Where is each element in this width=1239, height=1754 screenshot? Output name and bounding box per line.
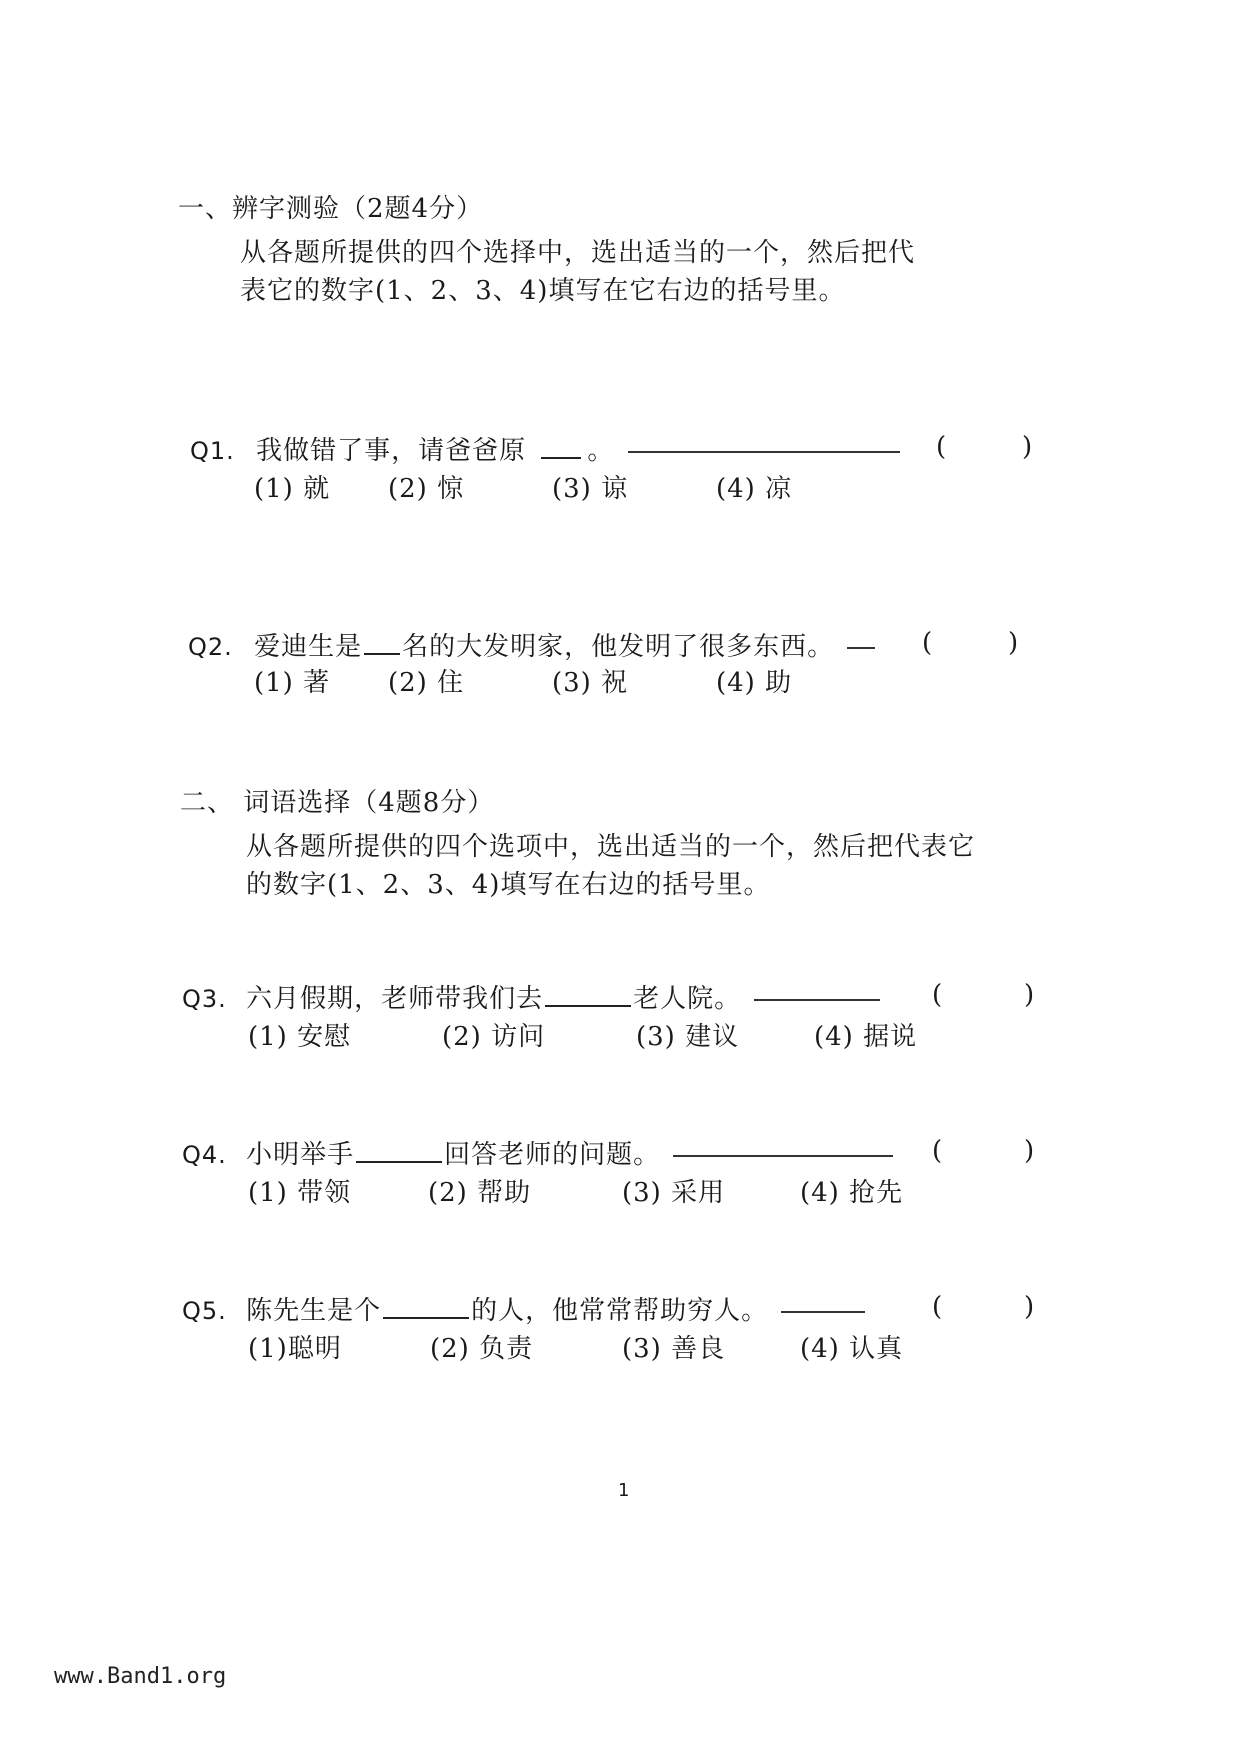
- question-1-option-1[interactable]: (1) 就: [254, 474, 331, 504]
- question-2-option-4[interactable]: (4) 助: [716, 668, 793, 698]
- question-3-leader-line: [754, 999, 880, 1001]
- question-1-paren-open: (: [936, 432, 947, 462]
- question-5-paren-open: (: [932, 1292, 943, 1322]
- question-3-number: Q3.: [182, 985, 227, 1013]
- question-5-text-before: 陈先生是个: [246, 1296, 382, 1326]
- question-4-stem: [182, 1134, 897, 1171]
- question-1-answer-box[interactable]: [962, 432, 1018, 462]
- question-5-paren-close: ): [1024, 1292, 1035, 1322]
- question-3-text-after: 老人院。: [633, 984, 742, 1014]
- question-3-blank[interactable]: [545, 985, 631, 1007]
- question-5-blank[interactable]: [383, 1297, 469, 1319]
- question-2-option-3[interactable]: (3) 祝: [552, 668, 629, 698]
- question-2-option-2[interactable]: (2) 住: [388, 668, 465, 698]
- question-2-answer-box[interactable]: [948, 628, 1004, 658]
- question-1-option-4[interactable]: (4) 凉: [716, 474, 793, 504]
- question-5-option-1[interactable]: (1)聪明: [248, 1334, 342, 1364]
- question-3-stem: [182, 978, 884, 1015]
- question-3-option-3[interactable]: (3) 建议: [636, 1022, 740, 1052]
- question-5-option-3[interactable]: (3) 善良: [622, 1334, 726, 1364]
- question-4-option-3[interactable]: (3) 采用: [622, 1178, 726, 1208]
- watermark-url[interactable]: www.Band1.org: [54, 1664, 227, 1689]
- question-3-option-2[interactable]: (2) 访问: [442, 1022, 546, 1052]
- question-5-option-2[interactable]: (2) 负责: [430, 1334, 534, 1364]
- question-4-option-1[interactable]: (1) 带领: [248, 1178, 352, 1208]
- page-number: 1: [618, 1480, 630, 1501]
- question-4-paren-open: (: [932, 1136, 943, 1166]
- section-2-instruction-line-2: 的数字(1、2、3、4)填写在右边的括号里。: [246, 870, 771, 900]
- question-1-option-2[interactable]: (2) 惊: [388, 474, 465, 504]
- section-1-heading: 一、辨字测验（2题4分）: [178, 194, 484, 224]
- question-2-paren-open: (: [922, 628, 933, 658]
- question-3-option-4[interactable]: (4) 据说: [814, 1022, 918, 1052]
- question-2-stem: [188, 626, 879, 663]
- question-5-answer-box[interactable]: [958, 1292, 1020, 1322]
- question-5-leader-line: [781, 1311, 865, 1313]
- question-2-number: Q2.: [188, 633, 233, 661]
- question-2-text-before: 爱迪生是: [254, 632, 363, 662]
- question-3-text-before: 六月假期，老师带我们去: [246, 984, 544, 1014]
- question-4-option-4[interactable]: (4) 抢先: [800, 1178, 904, 1208]
- question-5-number: Q5.: [182, 1297, 227, 1325]
- question-4-option-2[interactable]: (2) 帮助: [428, 1178, 532, 1208]
- question-1-leader-line: [628, 451, 900, 453]
- question-1-text-after: 。: [587, 436, 615, 466]
- question-2-paren-close: ): [1008, 628, 1019, 658]
- question-4-blank[interactable]: [356, 1141, 442, 1163]
- question-1-paren-close: ): [1022, 432, 1033, 462]
- question-1-number: Q1.: [190, 437, 235, 465]
- section-1-instruction-line-2: 表它的数字(1、2、3、4)填写在它右边的括号里。: [240, 276, 846, 306]
- question-4-text-before: 小明举手: [246, 1140, 355, 1170]
- question-4-leader-line: [673, 1155, 893, 1157]
- question-2-leader-line: [847, 647, 875, 649]
- question-2-text-after: 名的大发明家，他发明了很多东西。: [402, 632, 835, 662]
- section-2-heading: 二、 词语选择（4题8分）: [180, 788, 495, 818]
- question-3-paren-close: ): [1024, 980, 1035, 1010]
- question-1-text-before: 我做错了事，请爸爸原: [256, 436, 527, 466]
- section-1-instruction-line-1: 从各题所提供的四个选择中，选出适当的一个，然后把代: [240, 238, 916, 268]
- question-3-answer-box[interactable]: [958, 980, 1020, 1010]
- question-2-option-1[interactable]: (1) 著: [254, 668, 331, 698]
- question-4-paren-close: ): [1024, 1136, 1035, 1166]
- question-3-paren-open: (: [932, 980, 943, 1010]
- question-1-stem: [190, 430, 904, 467]
- question-4-number: Q4.: [182, 1141, 227, 1169]
- question-1-option-3[interactable]: (3) 谅: [552, 474, 629, 504]
- question-1-blank[interactable]: [541, 437, 581, 459]
- question-4-answer-box[interactable]: [958, 1136, 1020, 1166]
- section-2-instruction-line-1: 从各题所提供的四个选项中，选出适当的一个，然后把代表它: [246, 832, 976, 862]
- question-2-blank[interactable]: [364, 633, 400, 655]
- question-4-text-after: 回答老师的问题。: [444, 1140, 661, 1170]
- question-3-option-1[interactable]: (1) 安慰: [248, 1022, 352, 1052]
- question-5-text-after: 的人，他常常帮助穷人。: [471, 1296, 769, 1326]
- question-5-option-4[interactable]: (4) 认真: [800, 1334, 904, 1364]
- question-5-stem: [182, 1290, 869, 1327]
